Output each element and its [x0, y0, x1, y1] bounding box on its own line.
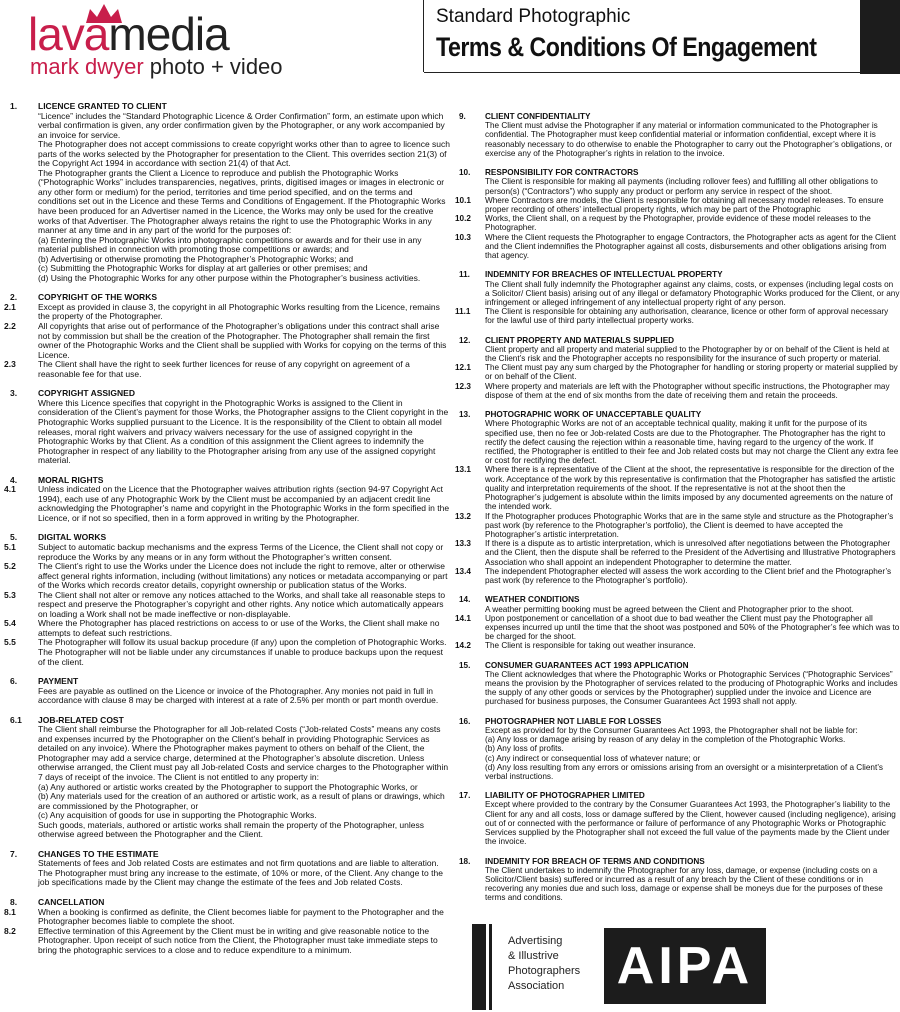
clause-number: 13.: [459, 410, 471, 420]
subclause-number: 2.2: [4, 321, 16, 332]
paragraph-text: Except as provided in clause 3, the copyright in all Photographic Works resulting from the Licence, remains the property of the Photographer.: [38, 301, 440, 322]
subclause-number: 13.4: [455, 566, 471, 576]
subclause-number: 12.3: [455, 381, 471, 391]
logo-media: media: [108, 8, 229, 60]
clause-paragraph: [0, 562, 452, 591]
clause-heading: [455, 717, 900, 726]
clause-section: [455, 717, 900, 782]
clause-paragraph: [0, 274, 452, 284]
header-rule: [424, 72, 860, 73]
clause-paragraph: [455, 307, 900, 325]
aipa-line: & Illustrive: [508, 950, 559, 962]
clause-number: 3.: [10, 388, 18, 399]
clause-paragraph: [455, 744, 900, 753]
clause-title: INDEMNITY FOR BREACH OF TERMS AND CONDITIONS: [485, 856, 705, 866]
paragraph-text: The Client shall fully indemnify the Photographer against any claims, costs, or expenses (including legal costs on a Solicitor/ Client basis) arising out of any illegal or defamatory Photographic Works produced for the Client, or any infringement or alleged infringement of any intellectual property right of any person.: [485, 279, 900, 307]
clause-section: [0, 716, 452, 840]
paragraph-text: Except where provided to the contrary by the Consumer Guarantees Act 1993, the Photographer’s liability to the Client for any and all costs, loss or damage suffered by the Client, however caused (including negligence), arising out of or connected with the performance or failure of performance of any Photographic Works or Photographic Services supplied by the Photographer shall not exceed the full value of the payments made by the Client under the invoice.: [485, 800, 896, 847]
clause-heading: [455, 168, 900, 177]
subclause-number: 5.2: [4, 561, 16, 572]
clause-title: WEATHER CONDITIONS: [485, 595, 580, 605]
paragraph-text: (c) Any acquisition of goods for use in supporting the Photographic Works.: [38, 810, 317, 821]
right-column: [455, 112, 900, 913]
paragraph-text: Except as provided for by the Consumer Guarantees Act 1993, the Photographer shall not be liable for:: [485, 725, 858, 735]
clause-number: 2.: [10, 292, 18, 303]
paragraph-text: Effective termination of this Agreement by the Client must be in writing and give reasonable notice to the Photographer. Upon receipt of such notice from the Client, the Photographer must take immediate steps to bring the photographic services to a close and to reduce expenditure to a minimum.: [38, 925, 438, 955]
subclause-number: 10.3: [455, 232, 471, 242]
paragraph-text: (c) Any indirect or consequential loss of whatever nature; or: [485, 753, 701, 763]
aipa-logo: AIPA: [616, 937, 754, 995]
clause-paragraph: [0, 236, 452, 255]
paragraph-text: The Client is responsible for obtaining any authorisation, clearance, licence or other form of approval necessary for the lawful use of third party intellectual property works.: [485, 307, 889, 326]
clause-section: [455, 857, 900, 903]
paragraph-text: The Client acknowledges that where the Photographic Works or Photographic Services (“Photographic Services” means the provision by the Photographer of services related to the producing of Photographic Works and includes the supply of any other goods or services by the Photographer) supplied under the invoice and Licence are purchased for business purposes, the Consumer Guarantees Act 1993 shall not apply.: [485, 669, 898, 707]
paragraph-text: The Client shall reimburse the Photographer for all Job-related Costs (“Job-related Costs” means any costs and expenses incurred by the Photographer on the Client’s behalf in providing Photographic Services as detailed on any invoice). Where the Photographer makes payment to others on behalf of the Client, the Photographer may add a service charge, determined at the Photographer’s absolute discretion. Unless otherwise arranged, the Client must pay all Job-related Costs and service charges to the Photographer within 7 days of receipt of the invoice. The Client is not entitled to any property in:: [38, 724, 449, 782]
clause-paragraph: [0, 908, 452, 927]
paragraph-text: (d) Any loss resulting from any errors or omissions arising from an oversight or a misinterpretation of a Client’s verbal instructions.: [485, 762, 884, 781]
paragraph-text: Subject to automatic backup mechanisms and the express Terms of the Licence, the Client shall not copy or reproduce the Works by any means or in any form without the Photographer’s written consent.: [38, 541, 444, 562]
clause-paragraph: [455, 763, 900, 781]
clause-paragraph: [0, 322, 452, 360]
clause-number: 12.: [459, 335, 471, 345]
clause-paragraph: [0, 399, 452, 466]
subclause-number: 13.2: [455, 511, 471, 521]
clause-section: [455, 410, 900, 585]
clause-paragraph: [0, 140, 452, 169]
left-column: [0, 102, 452, 965]
logo-services: photo + video: [143, 54, 283, 79]
subclause-number: 5.1: [4, 541, 16, 552]
clause-number: 5.: [10, 532, 18, 543]
clause-paragraph: [0, 725, 452, 782]
clause-paragraph: [0, 591, 452, 620]
clause-title: RESPONSIBILITY FOR CONTRACTORS: [485, 168, 639, 178]
clause-section: [455, 270, 900, 325]
clause-paragraph: [0, 169, 452, 236]
subclause-number: 5.5: [4, 637, 16, 648]
clause-heading: [455, 112, 900, 121]
logo-tagline: [30, 56, 283, 78]
header-divider: [423, 0, 424, 72]
paragraph-text: The Client is responsible for taking out weather insurance.: [485, 641, 696, 651]
clause-heading: [455, 270, 900, 279]
clause-paragraph: [455, 567, 900, 585]
clause-paragraph: [455, 670, 900, 707]
clause-paragraph: [455, 614, 900, 642]
clause-heading: [455, 410, 900, 419]
paragraph-text: If there is a dispute as to artistic interpretation, which is unresolved after negotiations between the Photographer and the Client, then the dispute shall be referred to the President of the Advertising and Illustrative Photographers Association who shall appoint an independent Photographer to determine the matter.: [485, 539, 896, 567]
clause-heading: [455, 661, 900, 670]
subclause-number: 8.2: [4, 925, 16, 936]
clause-number: 15.: [459, 660, 471, 670]
clause-paragraph: [455, 382, 900, 400]
clause-paragraph: [455, 539, 900, 567]
paragraph-text: Where property and materials are left with the Photographer without specific instructions, the Photographer may dispose of them at the end of six months from the date of receiving them and retain the proceeds.: [485, 381, 890, 400]
paragraph-text: (a) Entering the Photographic Works into photographic competitions or awards and for their use in any material published in connection with promoting those competitions or awards; and: [38, 234, 422, 255]
aipa-bar: [472, 924, 486, 1010]
clause-paragraph: [0, 859, 452, 888]
paragraph-text: The Client must pay any sum charged by the Photographer for handling or storing property or material supplied by or on behalf of the Client.: [485, 363, 898, 382]
clause-title: CONSUMER GUARANTEES ACT 1993 APPLICATION: [485, 660, 689, 670]
paragraph-text: Where Photographic Works are not of an acceptable technical quality, making it unfit for the purpose of its specified use, then no fee or Job-related Costs are due to the Photographer. The Photographer has the right to rectify the defect causing the rejection within a reasonable time, having regard to the urgency of the work. If rectified, the Photographer is entitled to their fee and Job related costs but may not charge the Client any extra fee or cost for rectifying the defect.: [485, 419, 899, 466]
clause-section: [0, 476, 452, 524]
clause-paragraph: [455, 641, 900, 650]
subclause-number: 8.1: [4, 906, 16, 917]
clause-section: [0, 850, 452, 888]
subclause-number: 10.1: [455, 195, 471, 205]
clause-number: 11.: [459, 270, 470, 280]
clause-section: [0, 389, 452, 465]
paragraph-text: Where there is a representative of the Client at the shoot, the representative is responsible for the direction of the work. Acceptance of the work by this representative is confirmation that the Photographer has satisfied the artistic quality and interpretation requirements of the shoot. If the representative is not at the shoot then the Photographer’s judgement is absolute within the limits imposed by any documented agreements on the nature of the intended work.: [485, 465, 896, 512]
clause-number: 9.: [459, 112, 466, 121]
clause-title: CHANGES TO THE ESTIMATE: [38, 848, 159, 859]
clause-heading: [455, 595, 900, 604]
paragraph-text: Where the Client requests the Photographer to engage Contractors, the Photographer acts as agent for the Client and the Client indemnifies the Photographer against all costs, disbursements and other obligations arising from that agency.: [485, 232, 896, 261]
clause-section: [455, 168, 900, 260]
clause-section: [0, 898, 452, 955]
clause-heading: [455, 791, 900, 800]
paragraph-text: If the Photographer produces Photographic Works that are in the same style and structure as the Photographer’s past work (by reference to the Photographer’s portfolio), the Client is deemed to have accepted the Photographer’s artistic interpretation.: [485, 511, 894, 539]
logo-owner-name: mark dwyer: [30, 54, 144, 79]
paragraph-text: (a) Any authored or artistic works created by the Photographer to support the Photographic Works, or: [38, 781, 418, 792]
clause-title: COPYRIGHT ASSIGNED: [38, 388, 135, 399]
clause-paragraph: [0, 619, 452, 638]
paragraph-text: Where this Licence specifies that copyright in the Photographic Works is assigned to the Client in consideration of the Client’s payment for those Works, the Photographer assigns to the Client copyright in the Photographic Works supplied pursuant to the Licence. It is the responsibility of the Client to obtain all model releases, moral right waivers and privacy waivers necessary for the use of assigned copyright in the Photographic Works by that Client. As a condition of this assignment the Client agrees to indemnify the Photographer in respect of any liability to the Photographer arising from any use of the assigned copyright material.: [38, 397, 449, 466]
subclause-number: 2.3: [4, 359, 16, 370]
clause-paragraph: [455, 419, 900, 465]
paragraph-text: Statements of fees and Job related Costs are estimates and not firm quotations and are liable to alteration. The Photographer must bring any increase to the estimate, of 10% or more, of the Client. Any change to the job specifications made by the Client may change the estimate of the fees and Job related Costs.: [38, 858, 443, 888]
clause-paragraph: [0, 112, 452, 141]
clause-number: 4.: [10, 474, 18, 485]
clause-title: COPYRIGHT OF THE WORKS: [38, 292, 157, 303]
subclause-number: 12.1: [455, 363, 471, 373]
subclause-number: 13.3: [455, 539, 471, 549]
paragraph-text: The Client undertakes to indemnify the Photographer for any loss, damage, or expense (including costs on a Solicitor/Client basis) suffered or incurred as a result of any breach by the Client of these conditions or in recovering any monies due and such loss, damage or expense shall be moneys due for the purposes of these terms and conditions.: [485, 865, 883, 903]
clause-paragraph: [455, 800, 900, 846]
subclause-number: 14.2: [455, 641, 471, 651]
clause-paragraph: [455, 735, 900, 744]
aipa-association-name: [508, 934, 580, 994]
paragraph-text: When a booking is confirmed as definite, the Client becomes liable for payment to the Photographer and the Photographer becomes liable to complete the shoot.: [38, 906, 444, 927]
paragraph-text: Where the Photographer has placed restrictions on access to or use of the Works, the Client shall make no attempts to defeat such restrictions.: [38, 618, 440, 638]
clause-paragraph: [0, 485, 452, 523]
clause-paragraph: [0, 543, 452, 562]
clause-paragraph: [0, 687, 452, 706]
paragraph-text: The Client shall have the right to seek further licences for reuse of any copyright on agreement of a reasonable fee for that use.: [38, 359, 410, 379]
clause-title: LIABILITY OF PHOTOGRAPHER LIMITED: [485, 791, 645, 801]
clause-paragraph: [455, 121, 900, 158]
clause-paragraph: [455, 196, 900, 214]
subclause-number: 2.1: [4, 301, 16, 312]
aipa-line: Association: [508, 980, 565, 992]
clause-paragraph: [455, 345, 900, 363]
clause-title: MORAL RIGHTS: [38, 474, 104, 485]
clause-paragraph: [455, 363, 900, 381]
clause-paragraph: [455, 465, 900, 511]
clause-title: PHOTOGRAPHIC WORK OF UNACCEPTABLE QUALITY: [485, 410, 702, 420]
paragraph-text: (b) Any loss of profits.: [485, 744, 564, 754]
paragraph-text: (d) Using the Photographic Works for any other purpose within the Photographer’s business activities.: [38, 272, 421, 283]
clause-number: 17.: [459, 791, 471, 801]
clause-number: 8.: [10, 897, 18, 908]
page-header: [0, 0, 900, 80]
clause-paragraph: [455, 214, 900, 232]
clause-paragraph: [455, 726, 900, 735]
aipa-line: Advertising: [508, 935, 563, 947]
paragraph-text: Unless indicated on the Licence that the Photographer waives attribution rights (section 94-97 Copyright Act 1994), each use of any Photographic Work by the Client must be accompanied by an adjacent credit line acknowledging the Photographer’s name and copyright in the Photographic Works in the form specified in the Licence, or if not so specified, then in a form approved in writing by the Photographer.: [38, 484, 450, 523]
paragraph-text: The independent Photographer elected will assess the work according to the Client brief and the Photographer’s past work (by reference to the Photographer’s portfolio).: [485, 566, 892, 586]
paragraph-text: (b) Any materials used for the creation of an authored or artistic work, as a result of plans or drawings, which are commissioned by the Photographer, or: [38, 791, 445, 811]
lavamedia-logo: [14, 4, 414, 78]
paragraph-text: The Photographer will follow its usual backup procedure (if any) upon the completion of Photographic Works. The Photographer will not be liable under any circumstances if unable to produce backups upon the request of the client.: [38, 637, 447, 667]
paragraph-text: “Licence” includes the “Standard Photographic Licence & Order Confirmation” form, an estimate upon which verbal confirmation is given, any order confirmation given by the Photographer, or any work accompanied by an invoice for service.: [38, 110, 445, 140]
paragraph-text: The Client is responsible for making all payments (including rollover fees) and fulfilling all other obligations to person(s) (“Contractors”) who supply any product or perform any service in respect of the shoot.: [485, 177, 878, 196]
aipa-thin-bar: [489, 924, 492, 1010]
aipa-logo-box: [604, 928, 766, 1004]
clause-title: JOB-RELATED COST: [38, 714, 124, 725]
clause-section: [455, 661, 900, 707]
subclause-number: 13.1: [455, 465, 471, 475]
clause-number: 1.: [10, 101, 18, 111]
subclause-number: 4.1: [4, 484, 16, 495]
clause-heading: [455, 336, 900, 345]
document-subtitle: Standard Photographic: [436, 6, 631, 27]
clause-paragraph: [0, 821, 452, 840]
clause-heading: [455, 857, 900, 866]
clause-number: 7.: [10, 848, 18, 859]
paragraph-text: The Client must advise the Photographer if any material or information communicated to the Photographer is confidential. The Photographer must keep confidential material or information confidential, except where it is reasonably necessary to do otherwise to enable the Photographer to carry out the Photographer’s obligations, or exercise any of the Photographer’s rights in relation to the invoice.: [485, 121, 893, 158]
paragraph-text: The Photographer does not accept commissions to create copyright works other than to agree to licence such parts of the works selected by the Photographer for presentation to the Client. This overrides section 21(3) of the Copyright Act 1994 in accordance with section 21(4) of that Act.: [38, 139, 451, 169]
clause-section: [455, 336, 900, 401]
clause-number: 16.: [459, 716, 471, 726]
clause-paragraph: [0, 927, 452, 956]
clause-number: 6.: [10, 676, 18, 687]
clause-paragraph: [455, 280, 900, 308]
clause-title: DIGITAL WORKS: [38, 532, 107, 543]
paragraph-text: Works, the Client shall, on a request by the Photographer, provide evidence of these model releases to the Photographer.: [485, 214, 871, 233]
paragraph-text: The Client’s right to use the Works under the Licence does not include the right to remove, alter or otherwise affect general rights information, including (without limitations) any notices or metadata accompanying or part of the Works which records creator details, copyright ownership or publication status of the Works.: [38, 561, 448, 591]
paragraph-text: Fees are payable as outlined on the Licence or invoice of the Photographer. Any monies not paid in full in accordance with clause 8 may be charged with interest at a rate of 2.5% per month or part month overdue.: [38, 685, 439, 706]
clause-paragraph: [455, 177, 900, 195]
clause-section: [455, 595, 900, 650]
subclause-number: 11.1: [455, 307, 471, 317]
clause-paragraph: [0, 792, 452, 811]
clause-paragraph: [455, 233, 900, 261]
paragraph-text: All copyrights that arise out of performance of the Photographer’s obligations under this contract shall arise not by commission but shall be the creation of the Photographer. The Photographer shall remain the first owner of the Photographic Works and the Client shall be supplied with Works for copying on the terms of this Licence.: [38, 321, 447, 360]
clause-title: CLIENT PROPERTY AND MATERIALS SUPPLIED: [485, 335, 675, 345]
clause-section: [455, 112, 900, 158]
aipa-badge: [472, 924, 896, 1010]
paragraph-text: The Photographer grants the Client a Licence to reproduce and publish the Photographic Works (“Photographic Works” includes transparencies, negatives, prints, digitised images or images in electronic or any other form or medium) for the period, territories and time period specified, and on the terms and conditions set out in the Licence and these Terms and Conditions of Engagement. If the Photographic Works have been produced for an Advertiser named in the Licence, the Works may only be used for the creative works of that Advertiser. The Photographer always retains the right to use the Photographic Works in any manner at any time and in any part of the world for the purposes of:: [38, 167, 446, 236]
clause-paragraph: [455, 605, 900, 614]
paragraph-text: A weather permitting booking must be agreed between the Client and Photographer prior to the shoot.: [485, 604, 854, 614]
clause-paragraph: [455, 754, 900, 763]
clause-section: [0, 533, 452, 667]
paragraph-text: (a) Any loss or damage arising by reason of any delay in the completion of the Photographic Works.: [485, 735, 846, 745]
clause-title: INDEMNITY FOR BREACHES OF INTELLECTUAL PROPERTY: [485, 270, 723, 280]
clause-title: LICENCE GRANTED TO CLIENT: [38, 101, 167, 111]
clause-number: 14.: [459, 595, 471, 605]
clause-title: CANCELLATION: [38, 897, 105, 908]
clause-title: CLIENT CONFIDENTIALITY: [485, 112, 591, 121]
clause-title: PAYMENT: [38, 676, 79, 687]
paragraph-text: Client property and all property and material supplied to the Photographer by or on behalf of the Client is held at the Client’s risk and the Photographer accepts no responsibility for the insurance of such property or material.: [485, 344, 890, 364]
subclause-number: 10.2: [455, 214, 471, 224]
clause-paragraph: [0, 303, 452, 322]
paragraph-text: (b) Advertising or otherwise promoting the Photographer’s Photographic Works; and: [38, 253, 354, 264]
clause-number: 6.1: [10, 714, 22, 725]
clause-paragraph: [0, 638, 452, 667]
logo-wordmark: [28, 10, 229, 58]
clause-title: PHOTOGRAPHER NOT LIABLE FOR LOSSES: [485, 716, 662, 726]
subclause-number: 5.4: [4, 618, 16, 629]
clause-paragraph: [0, 360, 452, 379]
paragraph-text: Such goods, materials, authored or artistic works shall remain the property of the Photographer, unless otherwise agreed between the Photographer and the Client.: [38, 819, 425, 840]
logo-lava: lava: [28, 8, 109, 60]
aipa-line: Photographers: [508, 965, 581, 977]
clause-section: [0, 677, 452, 706]
clause-section: [455, 791, 900, 846]
clause-number: 10.: [459, 168, 471, 178]
subclause-number: 14.1: [455, 613, 471, 623]
clause-paragraph: [455, 866, 900, 903]
subclause-number: 5.3: [4, 589, 16, 600]
clause-section: [0, 102, 452, 283]
paragraph-text: (c) Submitting the Photographic Works for display at art galleries or other premises; and: [38, 263, 368, 274]
clause-section: [0, 293, 452, 379]
clause-number: 18.: [459, 856, 471, 866]
header-corner-block: [860, 0, 900, 74]
clause-paragraph: [455, 512, 900, 540]
paragraph-text: Where Contractors are models, the Client is responsible for obtaining all necessary model releases. To ensure proper recording of others’ intellectual property rights, which may be part of the Photographic: [485, 195, 884, 214]
paragraph-text: The Client shall not alter or remove any notices attached to the Works, and shall take all reasonable steps to respect and preserve the Photographer’s copyright and other rights. Any notice which automatically appears on loading a Work shall not be made ineffective or non-displayable.: [38, 589, 446, 619]
document-title: Terms & Conditions Of Engagement: [436, 32, 817, 62]
paragraph-text: Upon postponement or cancellation of a shoot due to bad weather the Client must pay the Photographer all expenses incurred up until the time that the shoot was postponed and 50% of the Photographer’s fee which was to be charged for the shoot.: [485, 613, 900, 642]
